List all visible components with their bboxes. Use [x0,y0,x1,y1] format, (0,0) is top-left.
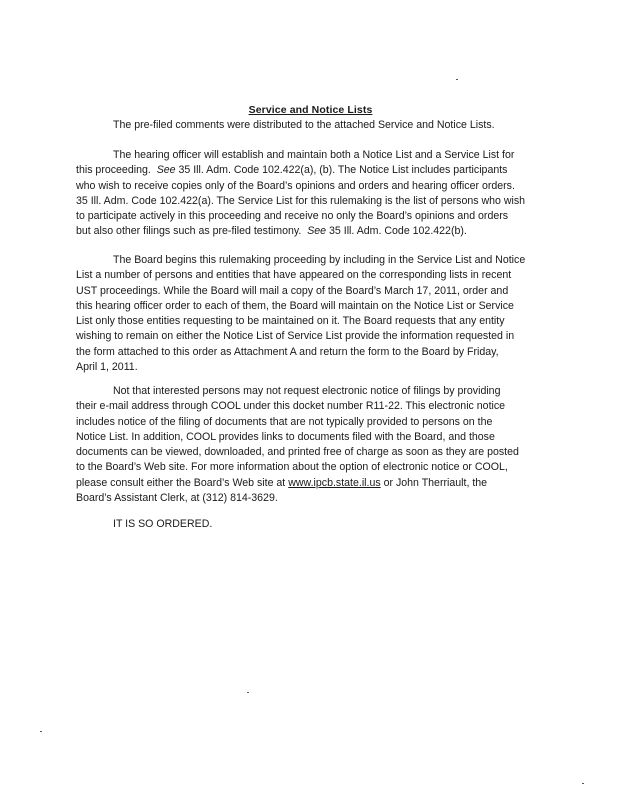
text-line: The hearing officer will establish and maintain both a Notice List and a Service List for [113,149,515,161]
paragraph-closing [76,517,548,532]
text-line: or John Therriault, the [383,476,488,489]
text-line: this proceeding. [76,164,151,177]
text-line: The Board begins this rulemaking proceeding by including in the Service List and Notice [113,254,526,266]
text-line: 35 Ill. Adm. Code 102.422(a). The Service List for this rulemaking is the list of persons who wish [76,194,526,207]
text-line: 35 Ill. Adm. Code 102.422(b). [329,225,467,238]
text-line: wishing to remain on either the Notice List of Service List provide the information requested in [76,330,515,343]
text-line: who wish to receive copies only of the Board’s opinions and orders and hearing officer orders. [76,179,515,192]
text-line: UST proceedings. While the Board will mail a copy of the Board’s March 17, 2011, order and [76,284,509,297]
paragraph-board-begins [76,253,548,375]
scan-speck [582,783,584,784]
citation-signal: See [307,225,327,238]
text-line: Notice List. In addition, COOL provides links to documents filed with the Board, and those [76,430,495,443]
text-line: the form attached to this order as Attachment A and return the form to the Board by Friday, [76,345,499,358]
scan-speck [247,692,249,693]
paragraph-intro [76,118,548,133]
citation-signal: See [156,164,176,177]
text-line: their e-mail address through COOL under this docket number R11-22. This electronic notice [76,400,506,413]
text-line: List only those entities requesting to be maintained on it. The Board requests that any entity [76,315,505,328]
scan-speck [40,731,42,732]
text-line: to participate actively in this proceeding and receive no only the Board’s opinions and orders [76,210,509,223]
text-line: 35 Ill. Adm. Code 102.422(a), (b). The Notice List includes participants [178,164,508,177]
text-line: Board’s Assistant Clerk, at (312) 814-3629. [76,492,278,505]
text-line: but also other filings such as pre-filed testimony. [76,225,302,238]
section-heading: Service and Notice Lists [248,104,373,116]
closing-order: IT IS SO ORDERED. [113,518,213,530]
text-line: to the Board’s Web site. For more information about the option of electronic notice or COOL, [76,461,508,474]
text-line: please consult either the Board’s Web site at [76,476,286,489]
text-line: this hearing officer order to each of them, the Board will maintain on the Notice List or Service [76,299,514,312]
text-line: includes notice of the filing of documents that are not typically provided to persons on the [76,415,493,428]
text-line: List a number of persons and entities that have appeared on the corresponding lists in recent [76,269,512,282]
paragraph-electronic-notice [76,384,548,506]
paragraph-lists [76,148,548,240]
website-link[interactable]: www.ipcb.state.il.us [288,476,381,489]
intro-line: The pre-filed comments were distributed to the attached Service and Notice Lists. [113,119,495,131]
text-line: documents can be viewed, downloaded, and printed free of charge as soon as they are posted [76,446,519,459]
text-line: Not that interested persons may not request electronic notice of filings by providing [113,385,501,397]
scan-speck [456,79,458,80]
text-line: April 1, 2011. [76,361,138,374]
